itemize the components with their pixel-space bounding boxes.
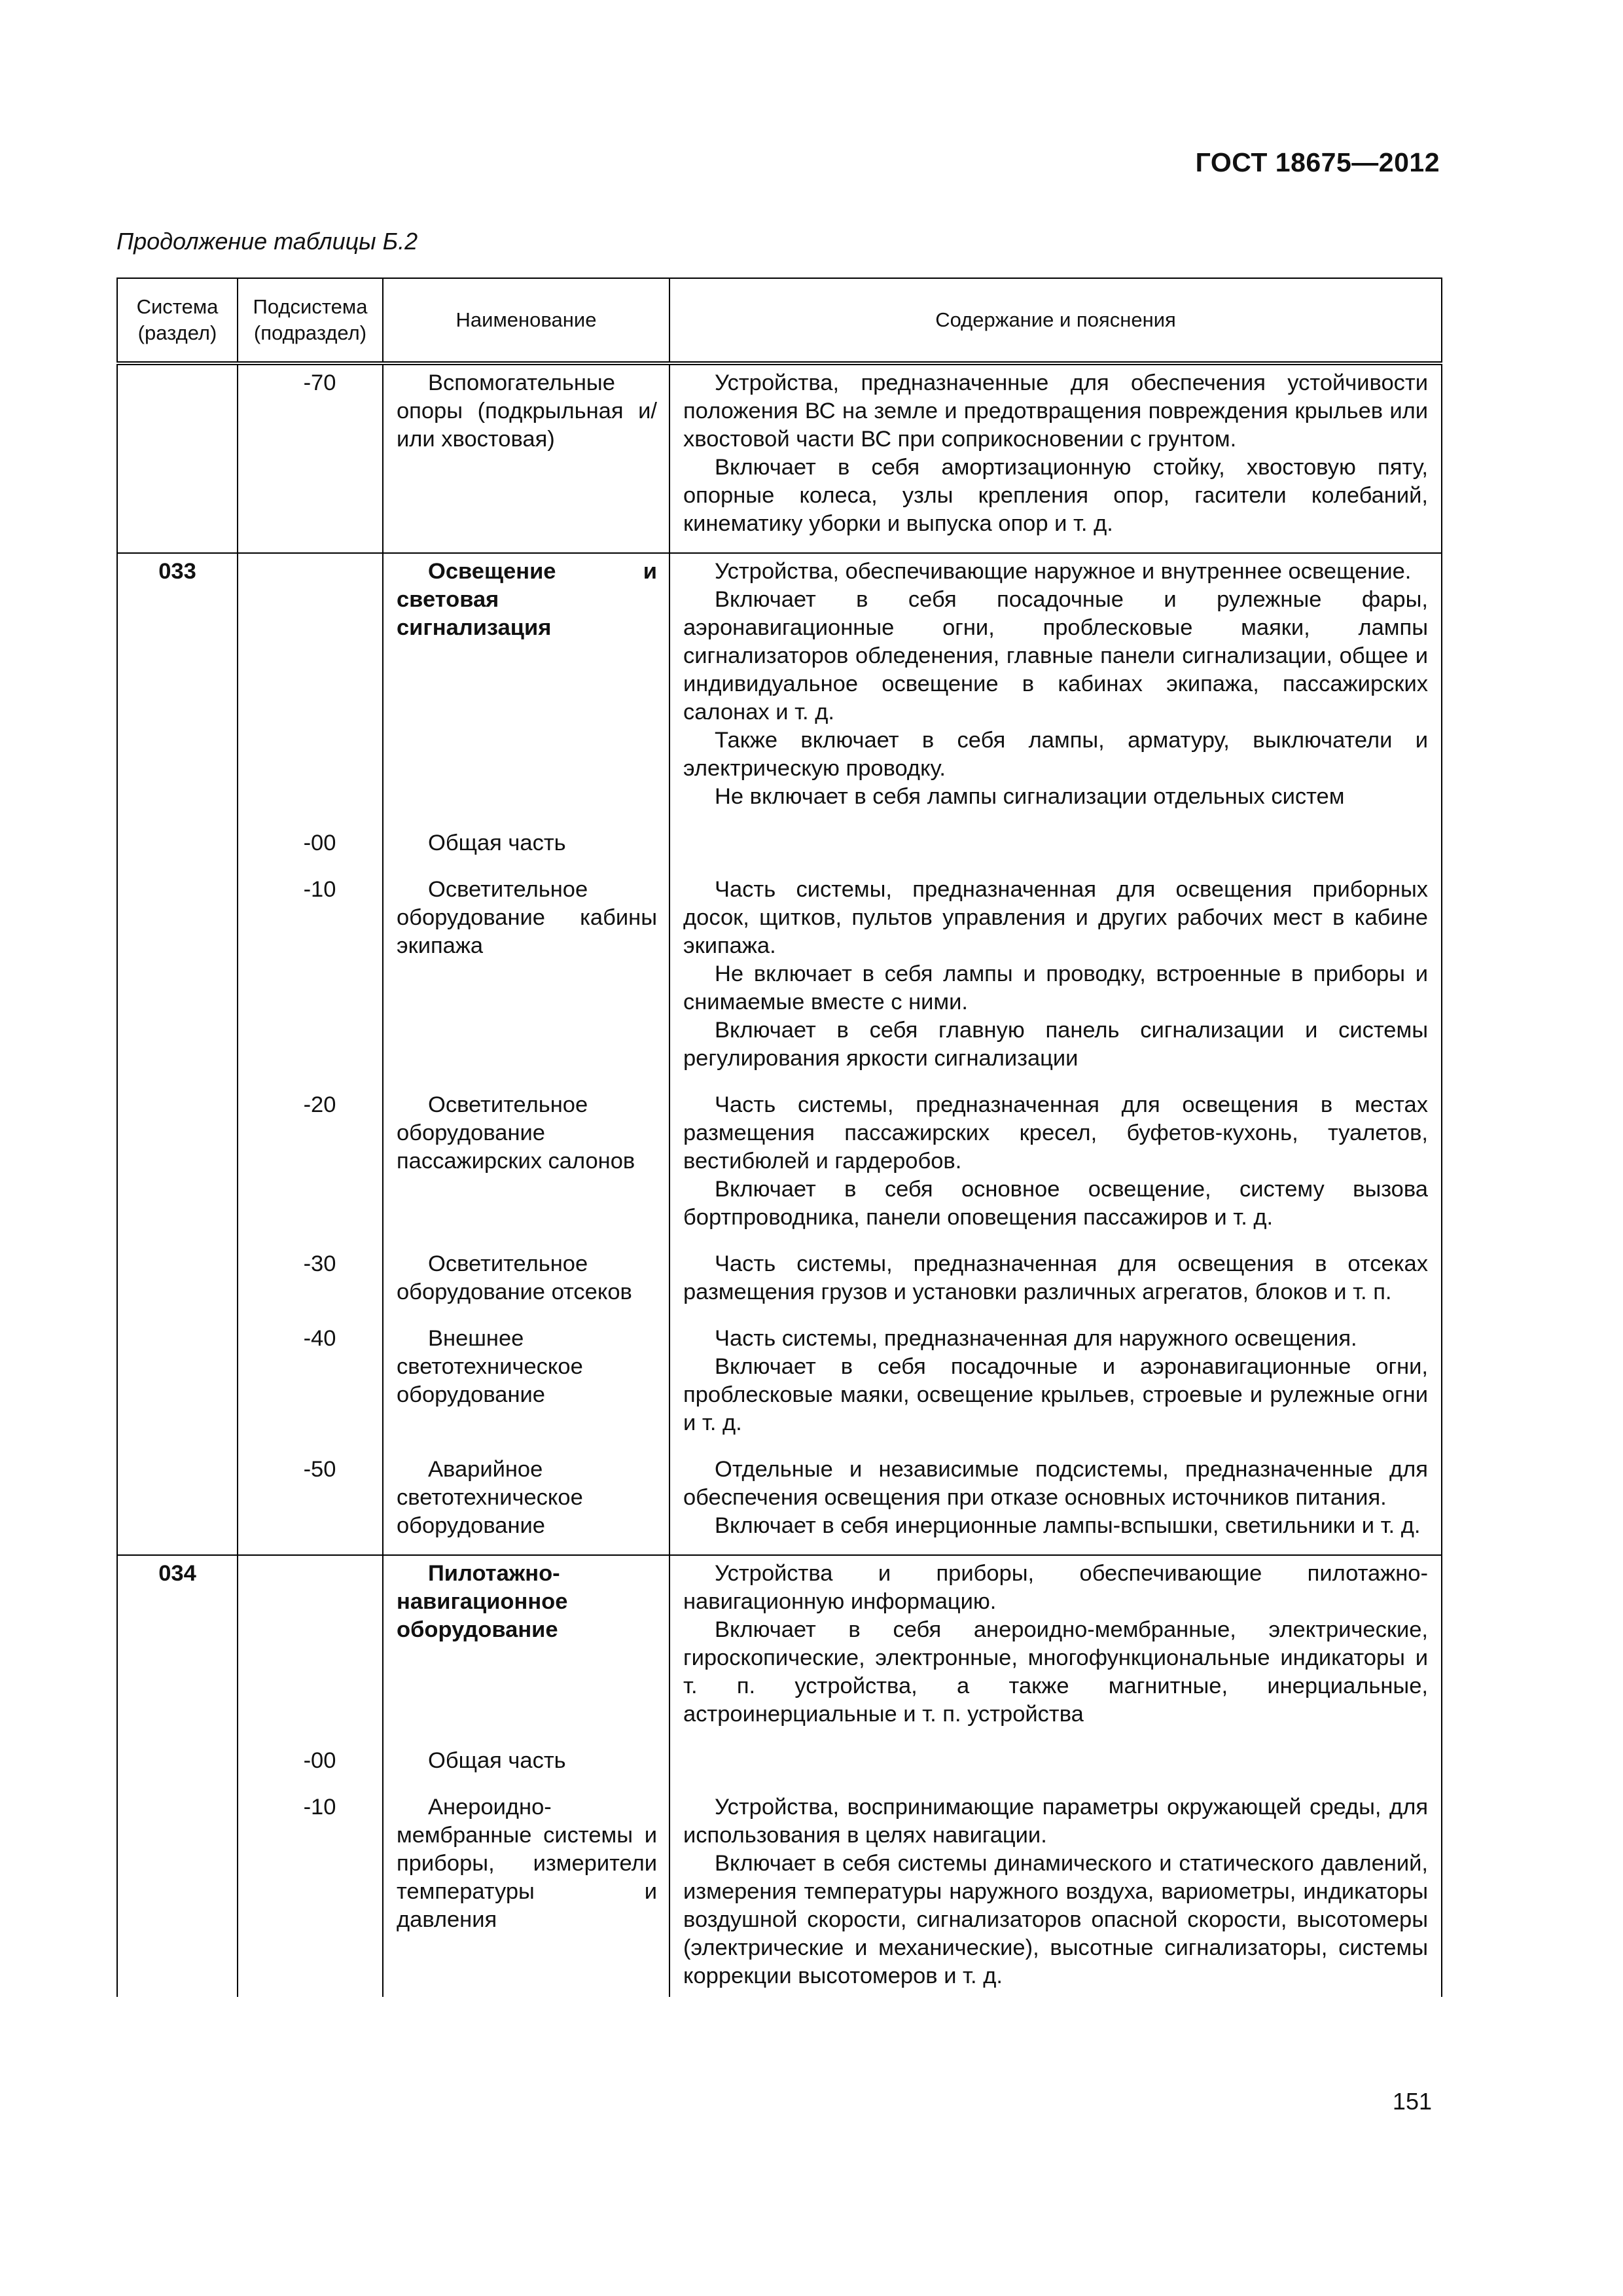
cell-name bbox=[383, 1087, 669, 1246]
content-paragraph: Включает в себя системы динамического и статического давлений, измерения температуры наружного воздуха, вариометры, индикаторы воздушной скорости, сигнализаторов опасной скорости, высотомеры (электрические и механические), высотные сигнализаторы, системы коррекции высотомеров и т. д. bbox=[683, 1851, 1428, 1988]
content-paragraph: Также включает в себя лампы, арматуру, выключатели и электрическую проводку. bbox=[683, 728, 1428, 781]
cell-system-code bbox=[117, 1321, 238, 1452]
cell-system-code bbox=[117, 1246, 238, 1321]
content-paragraph: Устройства, предназначенные для обеспечения устойчивости положения ВС на земле и предотвращения повреждения крыльев или хвостовой части ВС при соприкосновении с грунтом. bbox=[683, 370, 1428, 452]
item-name: Аварийное светотехническое оборудование bbox=[397, 1457, 583, 1538]
table-row bbox=[117, 1321, 1442, 1452]
cell-content bbox=[669, 1246, 1442, 1321]
cell-subsystem-code: -30 bbox=[238, 1246, 383, 1321]
content-paragraph: Включает в себя амортизационную стойку, хвостовую пяту, опорные колеса, узлы крепления опор, гасители колебаний, кинематику уборки и выпуска опор и т. д. bbox=[683, 455, 1428, 536]
content-paragraph: Включает в себя посадочные и аэронавигационные огни, проблесковые маяки, освещение крыльев, строевые и рулежные огни и т. д. bbox=[683, 1354, 1428, 1435]
header-name: Наименование bbox=[383, 278, 669, 363]
cell-system-code bbox=[117, 1789, 238, 1997]
cell-subsystem-code: -40 bbox=[238, 1321, 383, 1452]
cell-subsystem-code: -10 bbox=[238, 872, 383, 1087]
cell-name bbox=[383, 1789, 669, 1997]
cell-subsystem-code: -20 bbox=[238, 1087, 383, 1246]
table-body bbox=[117, 363, 1442, 1997]
table-caption: Продолжение таблицы Б.2 bbox=[116, 228, 418, 255]
cell-system-code bbox=[117, 1743, 238, 1789]
cell-content bbox=[669, 363, 1442, 553]
header-subsystem: Подсистема (подраздел) bbox=[238, 278, 383, 363]
document-id: ГОСТ 18675—2012 bbox=[1195, 147, 1440, 177]
item-name: Освещение и световая сигнализация bbox=[397, 559, 657, 640]
cell-content bbox=[669, 1321, 1442, 1452]
content-paragraph: Не включает в себя лампы сигнализации отдельных систем bbox=[715, 784, 1345, 809]
cell-content bbox=[669, 1555, 1442, 1743]
content-paragraph: Часть системы, предназначенная для наружного освещения. bbox=[715, 1326, 1357, 1351]
cell-subsystem-code: -10 bbox=[238, 1789, 383, 1997]
cell-subsystem-code: -50 bbox=[238, 1452, 383, 1555]
content-paragraph: Устройства, воспринимающие параметры окружающей среды, для использования в целях навигации. bbox=[683, 1795, 1428, 1848]
cell-subsystem-code: -00 bbox=[238, 825, 383, 872]
item-name: Вспомогательные опоры (подкрыльная и/или хвостовая) bbox=[397, 370, 657, 452]
item-name: Осветительное оборудование кабины экипажа bbox=[397, 877, 657, 958]
cell-name bbox=[383, 1555, 669, 1743]
cell-name bbox=[383, 1743, 669, 1789]
item-name: Внешнее светотехническое оборудование bbox=[397, 1326, 583, 1407]
cell-name bbox=[383, 1452, 669, 1555]
cell-content bbox=[669, 553, 1442, 825]
item-name: Общая часть bbox=[428, 831, 566, 855]
cell-name bbox=[383, 553, 669, 825]
cell-name bbox=[383, 872, 669, 1087]
table-row bbox=[117, 1555, 1442, 1743]
content-paragraph: Часть системы, предназначенная для освещения в отсеках размещения грузов и установки различных агрегатов, блоков и т. п. bbox=[683, 1251, 1428, 1304]
cell-content bbox=[669, 825, 1442, 872]
header-system: Система (раздел) bbox=[117, 278, 238, 363]
content-paragraph: Отдельные и независимые подсистемы, предназначенные для обеспечения освещения при отказе основных источников питания. bbox=[683, 1457, 1428, 1510]
content-paragraph: Устройства, обеспечивающие наружное и внутреннее освещение. bbox=[715, 559, 1412, 584]
cell-system-code bbox=[117, 1087, 238, 1246]
content-paragraph: Включает в себя основное освещение, систему вызова бортпроводника, панели оповещения пассажиров и т. д. bbox=[683, 1177, 1428, 1230]
content-paragraph: Включает в себя анероидно-мембранные, электрические, гироскопические, электронные, многофункциональные индикаторы и т. п. устройства, а также магнитные, инерциальные, астроинерциальные и т. п. устройства bbox=[683, 1617, 1428, 1727]
table-header bbox=[117, 278, 1442, 363]
table-row bbox=[117, 1743, 1442, 1789]
table-row bbox=[117, 1452, 1442, 1555]
table-row bbox=[117, 872, 1442, 1087]
cell-subsystem-code: -00 bbox=[238, 1743, 383, 1789]
cell-system-code bbox=[117, 1452, 238, 1555]
content-paragraph: Включает в себя инерционные лампы-вспышки, светильники и т. д. bbox=[715, 1513, 1421, 1538]
cell-content bbox=[669, 1452, 1442, 1555]
cell-system-code: 034 bbox=[117, 1555, 238, 1743]
cell-system-code bbox=[117, 825, 238, 872]
table-row bbox=[117, 1246, 1442, 1321]
header-content: Содержание и пояснения bbox=[669, 278, 1442, 363]
cell-name bbox=[383, 825, 669, 872]
table-row bbox=[117, 825, 1442, 872]
content-paragraph: Часть системы, предназначенная для освещения в местах размещения пассажирских кресел, буфетов-кухонь, туалетов, вестибюлей и гардеробов. bbox=[683, 1092, 1428, 1174]
cell-subsystem-code: -70 bbox=[238, 363, 383, 553]
cell-name bbox=[383, 1321, 669, 1452]
table-row bbox=[117, 553, 1442, 825]
item-name: Общая часть bbox=[428, 1748, 566, 1773]
cell-subsystem-code bbox=[238, 1555, 383, 1743]
content-paragraph: Включает в себя главную панель сигнализации и системы регулирования яркости сигнализации bbox=[683, 1018, 1428, 1071]
content-paragraph: Устройства и приборы, обеспечивающие пилотажно-навигационную информацию. bbox=[683, 1561, 1428, 1614]
cell-name bbox=[383, 363, 669, 553]
page-number: 151 bbox=[1392, 2088, 1432, 2115]
cell-system-code bbox=[117, 363, 238, 553]
cell-content bbox=[669, 1087, 1442, 1246]
classification-table bbox=[116, 278, 1442, 1997]
cell-name bbox=[383, 1246, 669, 1321]
table-row bbox=[117, 1789, 1442, 1997]
content-paragraph: Не включает в себя лампы и проводку, встроенные в приборы и снимаемые вместе с ними. bbox=[683, 961, 1428, 1014]
content-paragraph: Часть системы, предназначенная для освещения приборных досок, щитков, пультов управления и других рабочих мест в кабине экипажа. bbox=[683, 877, 1428, 958]
item-name: Осветительное оборудование отсеков bbox=[397, 1251, 632, 1304]
cell-system-code bbox=[117, 872, 238, 1087]
cell-system-code: 033 bbox=[117, 553, 238, 825]
cell-content bbox=[669, 1789, 1442, 1997]
item-name: Осветительное оборудование пассажирских салонов bbox=[397, 1092, 635, 1174]
table-row bbox=[117, 363, 1442, 553]
content-paragraph: Включает в себя посадочные и рулежные фары, аэронавигационные огни, проблесковые маяки, лампы сигнализаторов обледенения, главные панели сигнализации, общее и индивидуальное освещение в кабинах экипажа, пассажирских салонах и т. д. bbox=[683, 587, 1428, 725]
cell-content bbox=[669, 872, 1442, 1087]
cell-content bbox=[669, 1743, 1442, 1789]
item-name: Анероидно-мембранные системы и приборы, измерители температуры и давления bbox=[397, 1795, 657, 1932]
cell-subsystem-code bbox=[238, 553, 383, 825]
table-row bbox=[117, 1087, 1442, 1246]
item-name: Пилотажно-навигационное оборудование bbox=[397, 1561, 568, 1642]
